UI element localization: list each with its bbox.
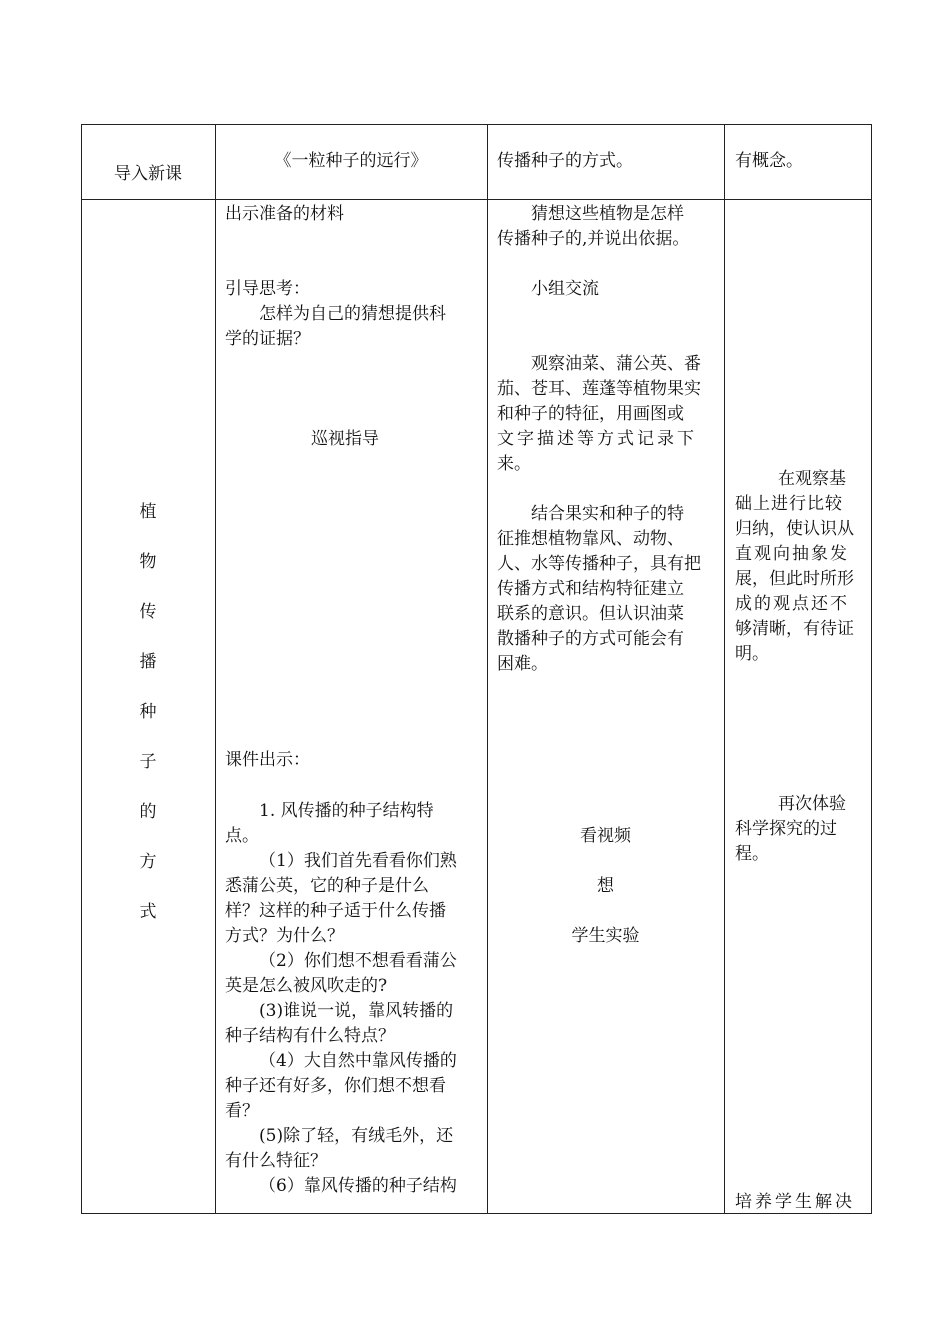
guess-line: 传播种子的,并说出依据。: [497, 229, 690, 249]
combine-line: 联系的意识。但认识油菜: [497, 604, 684, 624]
patrol-guidance: 巡视指导: [311, 429, 379, 449]
design-intent-b-line: 再次体验: [778, 794, 846, 814]
watch-video: 看视频: [580, 826, 631, 846]
header-cell-content: 传播种子的方式。: [497, 151, 633, 171]
guide-title: 引导思考：: [225, 279, 310, 299]
table-divider-2: [487, 124, 488, 1214]
design-intent-a-line: 在观察基: [778, 469, 846, 489]
combine-line: 困难。: [497, 654, 548, 674]
table-divider-3: [724, 124, 725, 1214]
vertical-char: 子: [139, 752, 157, 772]
question-1-line: 方式？为什么？: [225, 926, 344, 946]
teacher-materials: 出示准备的材料: [225, 204, 344, 224]
header-cell-stage: 导入新课: [114, 164, 182, 184]
design-intent-a-line: 够清晰，有待证: [735, 619, 854, 639]
table-border-top: [81, 124, 872, 125]
design-intent-a-line: 成的观点还不: [735, 594, 849, 614]
think: 想: [597, 876, 614, 896]
question-2-line: （2）你们想不想看看蒲公: [259, 951, 457, 971]
design-intent-b-line: 程。: [735, 844, 769, 864]
question-4-line: 种子还有好多，你们想不想看: [225, 1076, 446, 1096]
design-intent-b-line: 科学探究的过: [735, 819, 837, 839]
design-intent-a-line: 明。: [735, 644, 769, 664]
guess-line: 猜想这些植物是怎样: [531, 204, 684, 224]
vertical-char: 方: [139, 852, 157, 872]
question-3-line: 种子结构有什么特点？: [225, 1026, 395, 1046]
question-2-line: 英是怎么被风吹走的?: [225, 976, 388, 996]
item1-line: 1. 风传播的种子结构特: [259, 801, 434, 821]
combine-line: 人、水等传播种子，具有把: [497, 554, 701, 574]
vertical-char: 式: [139, 902, 157, 922]
design-intent-a-line: 础上进行比较: [735, 494, 843, 514]
combine-line: 传播方式和结构特征建立: [497, 579, 684, 599]
vertical-char: 植: [139, 502, 157, 522]
question-4-line: （4）大自然中靠风传播的: [259, 1051, 457, 1071]
item1-line: 点。: [225, 826, 259, 846]
observe-line: 茄、苍耳、莲蓬等植物果实: [497, 379, 701, 399]
design-intent-c-line: 培养学生解决: [735, 1192, 855, 1212]
observe-line: 观察油菜、蒲公英、番: [531, 354, 701, 374]
question-1-line: （1）我们首先看看你们熟: [259, 851, 457, 871]
table-row-divider: [81, 199, 872, 200]
header-cell-note: 有概念。: [735, 151, 803, 171]
observe-line: 和种子的特征，用画图或: [497, 404, 684, 424]
observe-line: 文字描述等方式记录下: [497, 429, 697, 449]
courseware-title: 课件出示：: [225, 750, 310, 770]
design-intent-a-line: 直观向抽象发: [735, 544, 849, 564]
lesson-plan-table: [81, 124, 872, 1214]
vertical-char: 播: [139, 652, 157, 672]
question-5-line: (5)除了轻，有绒毛外，还: [259, 1126, 454, 1146]
question-1-line: 悉蒲公英，它的种子是什么: [225, 876, 429, 896]
combine-line: 结合果实和种子的特: [531, 504, 684, 524]
design-intent-a-line: 归纳，使认识从: [735, 519, 854, 539]
student-experiment: 学生实验: [571, 926, 640, 946]
vertical-char: 传: [139, 602, 157, 622]
table-border-right: [871, 124, 872, 1214]
question-5-line: 有什么特征？: [225, 1151, 327, 1171]
vertical-char: 种: [139, 702, 157, 722]
header-cell-title: 《一粒种子的远行》: [274, 151, 428, 171]
question-3-line: (3)谁说一说，靠风转播的: [259, 1001, 454, 1021]
observe-line: 来。: [497, 454, 531, 474]
guide-question-line: 学的证据？: [225, 329, 310, 349]
vertical-char: 的: [139, 802, 157, 822]
vertical-char: 物: [139, 552, 157, 572]
combine-line: 征推想植物靠风、动物、: [497, 529, 684, 549]
question-4-line: 看？: [225, 1101, 259, 1121]
design-intent-a-line: 展，但此时所形: [735, 569, 854, 589]
guide-question-line: 怎样为自己的猜想提供科: [259, 304, 446, 324]
question-1-line: 样？这样的种子适于什么传播: [225, 901, 446, 921]
combine-line: 散播种子的方式可能会有: [497, 629, 684, 649]
question-6-line: （6）靠风传播的种子结构: [259, 1176, 457, 1196]
table-divider-1: [215, 124, 216, 1214]
group-discussion: 小组交流: [531, 279, 599, 299]
